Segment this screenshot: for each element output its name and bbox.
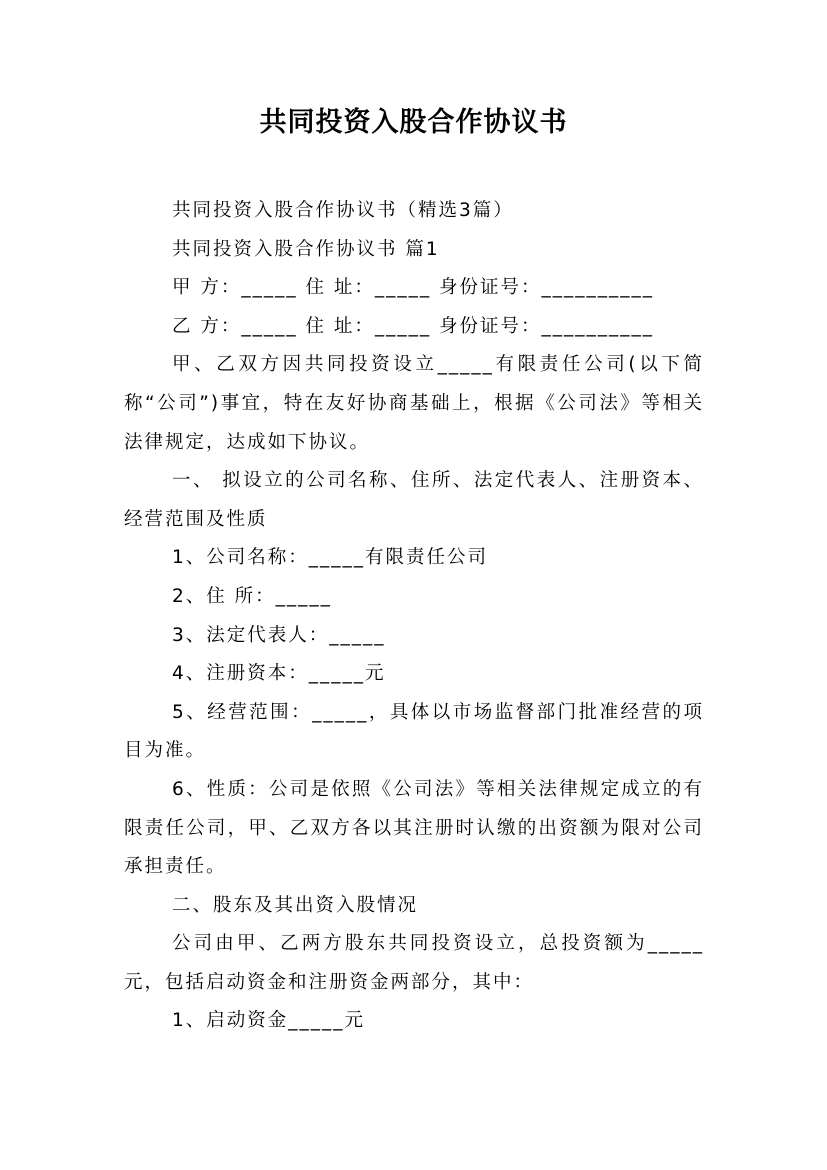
paragraph-capital: 4、注册资本：_____元 bbox=[172, 663, 386, 685]
paragraph-startup-funds: 1、启动资金_____元 bbox=[172, 1010, 366, 1032]
paragraph-article-1: 一、 拟设立的公司名称、住所、法定代表人、注册资本、经营范围及性质 bbox=[124, 470, 704, 530]
paragraph-article-2: 二、股东及其出资入股情况 bbox=[172, 894, 419, 916]
paragraph-nature: 6、性质：公司是依照《公司法》等相关法律规定成立的有限责任公司，甲、乙双方各以其注册时认缴的出资额为限对公司承担责任。 bbox=[124, 778, 704, 878]
paragraph-scope: 5、经营范围：_____，具体以市场监督部门批准经营的项目为准。 bbox=[124, 701, 704, 762]
paragraph-investment: 公司由甲、乙两方股东共同投资设立，总投资额为_____元，包括启动资金和注册资金两部分，其中： bbox=[124, 933, 704, 993]
paragraph-section-heading: 共同投资入股合作协议书 篇1 bbox=[172, 238, 440, 260]
paragraph-company-name: 1、公司名称：_____有限责任公司 bbox=[172, 547, 489, 569]
paragraph-address: 2、住 所：_____ bbox=[172, 585, 332, 607]
document-body bbox=[124, 192, 704, 1041]
paragraph-legal-rep: 3、法定代表人：_____ bbox=[172, 624, 386, 646]
paragraph-party-b: 乙 方：_____ 住 址：_____ 身份证号：__________ bbox=[172, 315, 655, 337]
document-title: 共同投资入股合作协议书 bbox=[259, 107, 568, 138]
paragraph-party-a: 甲 方：_____ 住 址：_____ 身份证号：__________ bbox=[172, 277, 655, 299]
paragraph-preamble: 甲、乙双方因共同投资设立_____有限责任公司(以下简称“公司”)事宜，特在友好协商基础上，根据《公司法》等相关法律规定，达成如下协议。 bbox=[124, 354, 704, 453]
paragraph-subtitle: 共同投资入股合作协议书（精选3篇） bbox=[172, 200, 514, 221]
